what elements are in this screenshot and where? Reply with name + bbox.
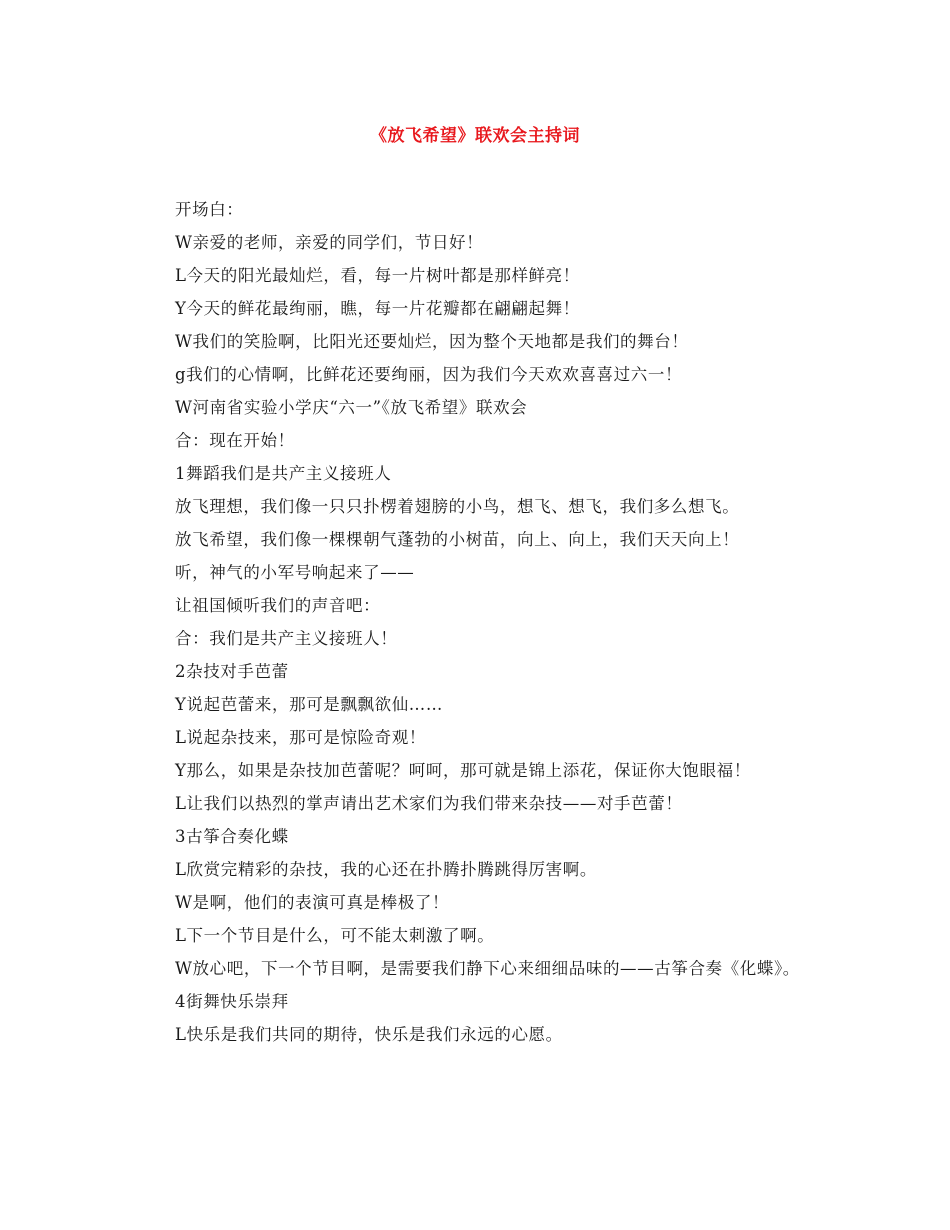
paragraph: L欣赏完精彩的杂技，我的心还在扑腾扑腾跳得厉害啊。 <box>175 860 597 879</box>
paragraph: L今天的阳光最灿烂，看，每一片树叶都是那样鲜亮！ <box>175 266 580 285</box>
paragraph: 合：我们是共产主义接班人！ <box>175 629 398 648</box>
paragraph: g我们的心情啊，比鲜花还要绚丽，因为我们今天欢欢喜喜过六一！ <box>175 365 683 384</box>
paragraph: Y今天的鲜花最绚丽，瞧，每一片花瓣都在翩翩起舞！ <box>175 299 580 318</box>
paragraph: Y那么，如果是杂技加芭蕾呢？呵呵，那可就是锦上添花，保证你大饱眼福！ <box>175 761 751 780</box>
section-heading: 2杂技对手芭蕾 <box>175 662 289 681</box>
paragraph: 放飞理想，我们像一只只扑楞着翅膀的小鸟，想飞、想飞，我们多么想飞。 <box>175 497 740 516</box>
paragraph: W放心吧，下一个节目啊，是需要我们静下心来细细品味的——古筝合奏《化蝶》。 <box>175 959 800 978</box>
paragraph: 听，神气的小军号响起来了—— <box>175 563 415 582</box>
section-heading: 4街舞快乐崇拜 <box>175 992 289 1011</box>
paragraph: L下一个节目是什么，可不能太刺激了啊。 <box>175 926 495 945</box>
paragraph: L快乐是我们共同的期待，快乐是我们永远的心愿。 <box>175 1025 563 1044</box>
section-heading: 1舞蹈我们是共产主义接班人 <box>175 464 392 483</box>
paragraph: L让我们以热烈的掌声请出艺术家们为我们带来杂技——对手芭蕾！ <box>175 794 683 813</box>
paragraph: W亲爱的老师，亲爱的同学们，节日好！ <box>175 233 484 252</box>
paragraph: 开场白： <box>175 200 244 219</box>
paragraph: L说起杂技来，那可是惊险奇观！ <box>175 728 426 747</box>
paragraph: 合：现在开始！ <box>175 431 295 450</box>
document-title: 《放飞希望》联欢会主持词 <box>370 126 580 146</box>
paragraph: 让祖国倾听我们的声音吧： <box>175 596 381 615</box>
paragraph: W我们的笑脸啊，比阳光还要灿烂，因为整个天地都是我们的舞台！ <box>175 332 689 351</box>
paragraph: W是啊，他们的表演可真是棒极了！ <box>175 893 450 912</box>
paragraph: W河南省实验小学庆“六一”《放飞希望》联欢会 <box>175 398 528 417</box>
paragraph: 放飞希望，我们像一棵棵朝气蓬勃的小树苗，向上、向上，我们天天向上！ <box>175 530 740 549</box>
paragraph: Y说起芭蕾来，那可是飘飘欲仙…… <box>175 695 443 714</box>
document-body <box>140 193 820 1051</box>
section-heading: 3古筝合奏化蝶 <box>175 827 289 846</box>
